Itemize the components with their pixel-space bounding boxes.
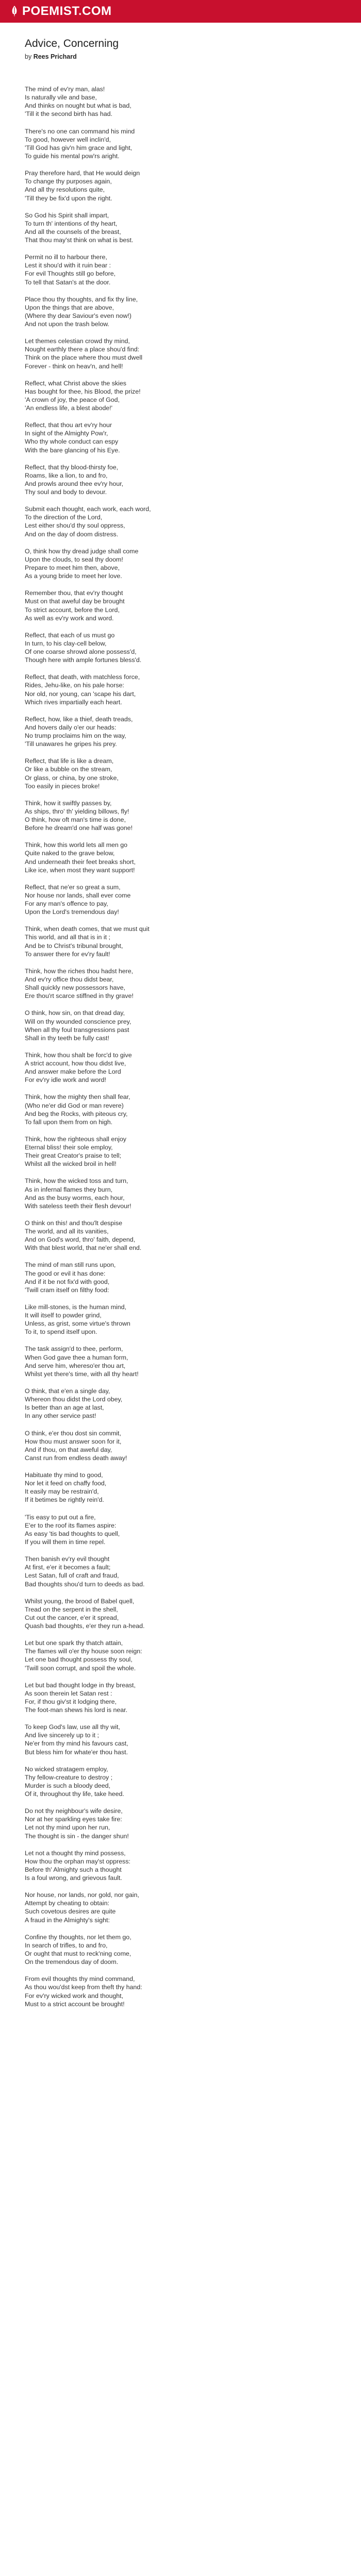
poem-line: Upon the clouds, to seal thy doom! bbox=[25, 555, 123, 563]
poem-line: O think, how oft man's time is done, bbox=[25, 816, 126, 824]
poem-line: Reflect, that thy blood-thirsty foe, bbox=[25, 463, 119, 471]
stanza bbox=[25, 379, 336, 413]
poem-line: Shall quickly new possessors have, bbox=[25, 984, 125, 992]
author-name[interactable]: Rees Prichard bbox=[33, 53, 77, 60]
poem-line: Rides, Jehu-like, on his pale horse: bbox=[25, 682, 124, 689]
poem-line: Place thou thy thoughts, and fix thy line, bbox=[25, 295, 138, 303]
poem-line: As well as ev'ry work and word. bbox=[25, 614, 114, 622]
poem-line: Lest it shou'd with it ruin bear : bbox=[25, 262, 111, 269]
poem-line: Think, how thou shalt be forc'd to give bbox=[25, 1051, 132, 1059]
poem-line: Whereon thou didst the Lord obey, bbox=[25, 1396, 123, 1403]
poem-line: Think, how the mighty then shall fear, bbox=[25, 1093, 130, 1101]
poem-line: Quite naked to the grave below, bbox=[25, 850, 115, 857]
poem-line: To answer there for ev'ry fault! bbox=[25, 950, 110, 958]
poem-line: But bless him for whate'er thou hast. bbox=[25, 1748, 128, 1756]
stanza bbox=[25, 1093, 336, 1126]
poem-line: With the bare glancing of his Eye. bbox=[25, 446, 120, 454]
poem-line: And on the day of doom distress. bbox=[25, 530, 119, 538]
poem-line: 'An endless life, a blest abode!' bbox=[25, 404, 113, 412]
poem-line: And as the busy worms, each hour, bbox=[25, 1194, 125, 1201]
poem-line: And hovers daily o'er our heads: bbox=[25, 723, 117, 731]
poem-line: And if thou, on that aweful day, bbox=[25, 1446, 112, 1453]
poem-line: With that blest world, that ne'er shall end. bbox=[25, 1244, 142, 1252]
poem-line: Or ought that must to reck'ning come, bbox=[25, 1950, 132, 1957]
byline-prefix: by bbox=[25, 53, 32, 60]
poem-line: As a young bride to meet her love. bbox=[25, 572, 122, 580]
poem-line: To keep God's law, use all thy wit, bbox=[25, 1723, 120, 1731]
poem-line: Shall in thy teeth be fully cast! bbox=[25, 1034, 109, 1042]
poem-line: Like mill-stones, is the human mind, bbox=[25, 1303, 126, 1311]
poem-line: And underneath their feet breaks short, bbox=[25, 858, 136, 866]
poem-line: Like ice, when most they want support! bbox=[25, 866, 135, 874]
poem-line: No wicked stratagem employ, bbox=[25, 1765, 108, 1773]
stanza bbox=[25, 295, 336, 329]
poem-line: And ev'ry office thou didst bear, bbox=[25, 975, 114, 983]
site-logo[interactable] bbox=[11, 4, 112, 19]
stanza bbox=[25, 337, 336, 370]
poem-line: Who thy whole conduct can espy bbox=[25, 438, 119, 446]
poem-line: Let not thy mind upon her run, bbox=[25, 1824, 110, 1832]
stanza bbox=[25, 1555, 336, 1588]
poem-line: It easily may be restrain'd, bbox=[25, 1488, 99, 1496]
stanza bbox=[25, 1765, 336, 1799]
stanza bbox=[25, 1135, 336, 1168]
poem-line: That thou may'st think on what is best. bbox=[25, 236, 134, 244]
poem-line: Think, how the righteous shall enjoy bbox=[25, 1135, 126, 1143]
poem-line: Or like a bubble on the stream, bbox=[25, 766, 112, 773]
poem-line: Let themes celestian crowd thy mind, bbox=[25, 337, 130, 345]
poem-line: And beg the Rocks, with piteous cry, bbox=[25, 1110, 128, 1117]
stanza bbox=[25, 1219, 336, 1252]
poem-line: Whilst all the wicked broil in hell! bbox=[25, 1160, 117, 1168]
poem-line: Nor let it feed on chaffy food, bbox=[25, 1480, 107, 1487]
logo-dot: . bbox=[78, 4, 83, 18]
poem-line: Nor at her sparkling eyes take fire: bbox=[25, 1816, 122, 1823]
poem-line: The task assign'd to thee, perform, bbox=[25, 1345, 123, 1353]
poem-line: 'Tis easy to put out a fire, bbox=[25, 1513, 96, 1521]
poem-line: (Who ne'er did God or man revere) bbox=[25, 1101, 124, 1109]
poem-line: From evil thoughts thy mind command, bbox=[25, 1975, 135, 1983]
poem-line: For, if thou giv'st it lodging there, bbox=[25, 1698, 117, 1705]
stanza bbox=[25, 1723, 336, 1756]
poem-line: As ships, thro' th' yielding billows, fly! bbox=[25, 807, 129, 815]
poem-line: How thou must answer soon for it, bbox=[25, 1437, 122, 1445]
poem-line: Think, when death comes, that we must quit bbox=[25, 925, 150, 933]
poem-line: In any other service past! bbox=[25, 1412, 96, 1420]
poem-line: And all the counsels of the breast, bbox=[25, 228, 121, 235]
stanza bbox=[25, 1051, 336, 1084]
poem-line: And prowls around thee ev'ry hour, bbox=[25, 480, 124, 487]
poem-line: Must on that aweful day be brought bbox=[25, 598, 125, 605]
poem-line: In search of trifles, to and fro, bbox=[25, 1941, 108, 1949]
poem-line: Which rives impartially each heart. bbox=[25, 698, 122, 706]
poem-line: Though here with ample fortunes bless'd. bbox=[25, 656, 142, 664]
poem-line: Reflect, how, like a thief, death treads, bbox=[25, 715, 133, 723]
poem-line: For ev'ry idle work and word! bbox=[25, 1076, 106, 1084]
poem-line: And serve him, whereso'er thou art, bbox=[25, 1362, 126, 1369]
stanza bbox=[25, 547, 336, 581]
poem-line: The flames will o'er thy house soon reign: bbox=[25, 1648, 142, 1655]
poem-line: Submit each thought, each work, each word, bbox=[25, 505, 151, 513]
stanza bbox=[25, 127, 336, 161]
poem-line: Eternal bliss! their sole employ, bbox=[25, 1144, 113, 1151]
poem-line: A strict account, how thou didst live, bbox=[25, 1060, 126, 1067]
poem-line: Must to a strict account be brought! bbox=[25, 2000, 125, 2008]
stanza bbox=[25, 631, 336, 665]
stanza bbox=[25, 1639, 336, 1672]
stanza bbox=[25, 505, 336, 538]
stanza bbox=[25, 85, 336, 118]
poem-line: It will itself to powder grind, bbox=[25, 1312, 102, 1319]
poem-line: Attempt by cheating to obtain: bbox=[25, 1900, 109, 1907]
poem-line: And thinks on nought but what is bad, bbox=[25, 102, 132, 110]
poem-line: Remember thou, that ev'ry thought bbox=[25, 589, 123, 597]
poem-line: The thought is sin - the danger shun! bbox=[25, 1832, 129, 1840]
poem-line: 'Till they be fix'd upon the right. bbox=[25, 194, 112, 202]
poem-line: To turn th' intentions of thy heart, bbox=[25, 219, 118, 227]
stanza bbox=[25, 1849, 336, 1883]
poem-line: If it betimes be rightly rein'd. bbox=[25, 1496, 104, 1504]
poem-line: In turn, to his clay-cell below, bbox=[25, 639, 107, 647]
poem-line: And not upon the trash below. bbox=[25, 320, 109, 328]
stanza bbox=[25, 883, 336, 917]
poem-line: In sight of the Almighty Pow'r, bbox=[25, 430, 108, 437]
poem-line: Upon the Lord's tremendous day! bbox=[25, 908, 119, 916]
poem-line: Tread on the serpent in the shell, bbox=[25, 1605, 118, 1613]
poem-line: 'Twill cram itself on filthy food: bbox=[25, 1286, 109, 1294]
poem-line: Whilst young, the brood of Babel quell, bbox=[25, 1597, 135, 1605]
poem-line: Of one coarse shrowd alone possess'd, bbox=[25, 648, 137, 656]
poem-line: Prepare to meet him then, above, bbox=[25, 564, 120, 571]
poem-line: And all thy resolutions quite, bbox=[25, 186, 105, 194]
poem-line: Quash bad thoughts, e'er they run a-head. bbox=[25, 1622, 145, 1630]
poem-line: And if it be not fix'd with good, bbox=[25, 1278, 110, 1285]
poem-line: And live sincerely up to it ; bbox=[25, 1732, 99, 1739]
logo-tld: COM bbox=[82, 4, 112, 18]
poem-line: Such covetous desires are quite bbox=[25, 1908, 116, 1916]
poem-line: Nor house, nor lands, nor gold, nor gain, bbox=[25, 1891, 139, 1899]
poem-line: Thy fellow-creature to destroy ; bbox=[25, 1773, 113, 1781]
poem-line: Canst run from endless death away! bbox=[25, 1454, 127, 1462]
poem-line: This world, and all that is in it ; bbox=[25, 934, 110, 941]
poem-line: To it, to spend itself upon. bbox=[25, 1328, 97, 1336]
poem-line: No trump proclaims him on the way, bbox=[25, 732, 126, 740]
stanza bbox=[25, 1345, 336, 1378]
poem-line: And be to Christ's tribunal brought, bbox=[25, 942, 123, 950]
poem-line: Then banish ev'ry evil thought bbox=[25, 1555, 110, 1563]
poem-line: Of it, throughout thy life, take heed. bbox=[25, 1790, 124, 1798]
poem-line: Nor old, nor young, can 'scape his dart, bbox=[25, 690, 136, 698]
poem-line: Ne'er from thy mind his favours cast, bbox=[25, 1740, 128, 1748]
poem-line: Murder is such a bloody deed, bbox=[25, 1782, 110, 1789]
poem-line: Is naturally vile and base, bbox=[25, 94, 97, 101]
poem-line: When all thy foul transgressions past bbox=[25, 1026, 129, 1033]
poem-line: O think, that e'en a single day, bbox=[25, 1387, 110, 1395]
poem-line: Reflect, that thou art ev'ry hour bbox=[25, 421, 112, 429]
poem-body bbox=[25, 85, 336, 2008]
poem-line: Nor house nor lands, shall ever come bbox=[25, 891, 131, 899]
poem-line: Whilst yet there's time, with all thy heart! bbox=[25, 1370, 139, 1378]
poem-line: Think, how it swiftly passes by, bbox=[25, 799, 112, 807]
stanza bbox=[25, 1387, 336, 1420]
poem-line: Let but one spark thy thatch attain, bbox=[25, 1639, 123, 1647]
poem-line: 'Till unawares he gripes his prey. bbox=[25, 740, 117, 748]
poem-line: For any man's offence to pay, bbox=[25, 900, 108, 908]
poem-line: Roams, like a lion, to and fro, bbox=[25, 471, 108, 479]
stanza bbox=[25, 757, 336, 790]
poem-line: Reflect, that life is like a dream, bbox=[25, 757, 114, 765]
poem-line: O think, e'er thou dost sin commit, bbox=[25, 1429, 121, 1437]
poem-line: Lest either shou'd thy soul oppress, bbox=[25, 522, 125, 530]
stanza bbox=[25, 925, 336, 958]
stanza bbox=[25, 463, 336, 497]
poem-line: Bad thoughts shou'd turn to deeds as bad. bbox=[25, 1580, 145, 1588]
poem-line: 'A crown of joy, the peace of God, bbox=[25, 396, 120, 403]
poem-line: And on God's word, thro' faith, depend, bbox=[25, 1236, 136, 1244]
poem-line: So God his Spirit shall impart, bbox=[25, 211, 109, 219]
poem-line: As thou wou'dst keep from theft thy hand: bbox=[25, 1984, 142, 1991]
site-header bbox=[0, 0, 361, 23]
poem-line: Cut out the cancer, e'er it spread, bbox=[25, 1614, 119, 1621]
poem-line: 'Twill soon corrupt, and spoil the whole. bbox=[25, 1664, 136, 1672]
poem-line: If you will them in time repel. bbox=[25, 1538, 106, 1546]
poem-line: Think on the place where thou must dwell bbox=[25, 354, 142, 362]
logo-wordmark bbox=[22, 4, 112, 19]
stanza bbox=[25, 1471, 336, 1504]
poem-line: The good or evil it has done: bbox=[25, 1269, 106, 1277]
poem-line: Unless, as grist, some virtue's thrown bbox=[25, 1320, 130, 1328]
poem-line: For ev'ry wicked work and thought, bbox=[25, 1992, 124, 1999]
stanza bbox=[25, 1513, 336, 1547]
stanza bbox=[25, 1597, 336, 1631]
poem-line: To change thy purposes again, bbox=[25, 178, 112, 185]
poem-line: Before he dream'd one half was gone! bbox=[25, 824, 133, 832]
poem-line: When God gave thee a human form, bbox=[25, 1353, 128, 1361]
poem-line: Let not a thought thy mind possess, bbox=[25, 1849, 126, 1857]
poem-line: Forever - think on heav'n, and hell! bbox=[25, 362, 123, 370]
byline bbox=[25, 53, 336, 61]
poem-line: Think, how the riches thou hadst here, bbox=[25, 967, 134, 975]
poem-line: As soon therein let Satan rest : bbox=[25, 1689, 112, 1697]
poem-line: At first, e'er it becomes a fault; bbox=[25, 1564, 111, 1571]
stanza bbox=[25, 589, 336, 622]
stanza bbox=[25, 1303, 336, 1336]
stanza bbox=[25, 1177, 336, 1210]
poem-line: Before th' Almighty such a thought bbox=[25, 1866, 122, 1873]
poem-line: O, think how thy dread judge shall come bbox=[25, 547, 139, 555]
poem-line: A fraud in the Almighty's sight: bbox=[25, 1916, 110, 1924]
poem-line: Upon the things that are above, bbox=[25, 303, 114, 311]
poem-line: 'Till God has giv'n him grace and light, bbox=[25, 144, 133, 151]
poem-line: O think on this! and thou'lt despise bbox=[25, 1219, 123, 1227]
stanza bbox=[25, 1009, 336, 1042]
stanza bbox=[25, 1681, 336, 1715]
poem-line: Lest Satan, full of craft and fraud, bbox=[25, 1572, 119, 1580]
stanza bbox=[25, 253, 336, 286]
stanza bbox=[25, 673, 336, 706]
stanza bbox=[25, 1933, 336, 1967]
poem-line: To tell that Satan's at the door. bbox=[25, 278, 111, 286]
stanza bbox=[25, 715, 336, 749]
poem-line: The foot-man shews his lord is near. bbox=[25, 1706, 128, 1714]
poem-line: And answer make before the Lord bbox=[25, 1068, 121, 1076]
poem-line: Think, how the wicked toss and turn, bbox=[25, 1177, 128, 1185]
poem-line: On the tremendous day of doom. bbox=[25, 1958, 119, 1966]
poem-line: The mind of ev'ry man, alas! bbox=[25, 86, 105, 93]
poem-line: Or glass, or china, by one stroke, bbox=[25, 774, 119, 782]
poem-line: To strict account, before the Lord, bbox=[25, 606, 120, 614]
poem-line: (Where thy dear Saviour's even now!) bbox=[25, 312, 132, 319]
poem-line: E'er to the roof its flames aspire: bbox=[25, 1521, 117, 1529]
poem-line: To fall upon them from on high. bbox=[25, 1118, 113, 1126]
stanza bbox=[25, 1975, 336, 2008]
poem-line: To guide his mental pow'rs aright. bbox=[25, 152, 120, 160]
poem-line: 'Till it the second birth has had. bbox=[25, 110, 112, 118]
poem-line: Permit no ill to harbour there, bbox=[25, 253, 107, 261]
stanza bbox=[25, 967, 336, 1001]
page-title: Advice, Concerning bbox=[25, 38, 119, 49]
stanza bbox=[25, 421, 336, 454]
stanza bbox=[25, 1429, 336, 1463]
poem-line: Let one bad thought possess thy soul, bbox=[25, 1656, 133, 1664]
stanza bbox=[25, 1807, 336, 1840]
poem-line: To good, however well inclin'd, bbox=[25, 135, 111, 143]
poem-line: Reflect, that ne'er so great a sum, bbox=[25, 883, 121, 891]
poem-line: Reflect, what Christ above the skies bbox=[25, 379, 126, 387]
poem-line: Is better than an age at last, bbox=[25, 1404, 104, 1412]
poem-line: The world, and all its vanities, bbox=[25, 1228, 109, 1235]
poem-line: There's no one can command his mind bbox=[25, 127, 135, 135]
poem-line: How thou the orphan may'st oppress: bbox=[25, 1857, 130, 1865]
poem-line: As in infernal flames they burn, bbox=[25, 1185, 113, 1193]
poem-line: O think, how sin, on that dread day, bbox=[25, 1009, 125, 1017]
poem-line: Confine thy thoughts, nor let them go, bbox=[25, 1933, 132, 1941]
poem-line: Their great Creator's praise to tell; bbox=[25, 1152, 121, 1160]
poem-line: Too easily in pieces broke! bbox=[25, 782, 100, 790]
stanza bbox=[25, 799, 336, 833]
poem-line: Nought earthly there a place shou'd find: bbox=[25, 346, 140, 353]
poem-line: Let but bad thought lodge in thy breast, bbox=[25, 1681, 136, 1689]
poem-line: Reflect, that each of us must go bbox=[25, 631, 115, 639]
stanza bbox=[25, 841, 336, 874]
poem-article bbox=[25, 37, 336, 2017]
poem-line: Has bought for thee, his Blood, the prize! bbox=[25, 387, 141, 395]
poem-line: Will on thy wounded conscience prey, bbox=[25, 1018, 132, 1025]
stanza bbox=[25, 1261, 336, 1294]
poem-line: With sateless teeth their flesh devour! bbox=[25, 1202, 132, 1210]
poem-line: Habituate thy mind to good, bbox=[25, 1471, 103, 1479]
poem-line: For evil Thoughts still go before, bbox=[25, 270, 116, 278]
poem-line: Is a foul wrong, and grievous fault. bbox=[25, 1874, 122, 1882]
poem-line: Think, how this world lets all men go bbox=[25, 841, 128, 849]
stanza bbox=[25, 169, 336, 202]
poem-line: Reflect, that death, with matchless force, bbox=[25, 673, 140, 681]
poem-line: Do not thy neighbour's wife desire, bbox=[25, 1807, 123, 1815]
quill-icon bbox=[11, 6, 18, 17]
stanza bbox=[25, 1891, 336, 1924]
poem-line: Thy soul and body to devour. bbox=[25, 488, 107, 496]
poem-line: As easy 'tis bad thoughts to quell, bbox=[25, 1530, 120, 1537]
stanza bbox=[25, 211, 336, 245]
poem-line: The mind of man still runs upon, bbox=[25, 1261, 116, 1269]
poem-line: To the direction of the Lord, bbox=[25, 514, 103, 521]
poem-line: Ere thou'rt scarce stiffned in thy grave! bbox=[25, 992, 134, 1000]
logo-name: POEMIST bbox=[22, 4, 78, 18]
poem-line: Pray therefore hard, that He would deign bbox=[25, 170, 140, 177]
